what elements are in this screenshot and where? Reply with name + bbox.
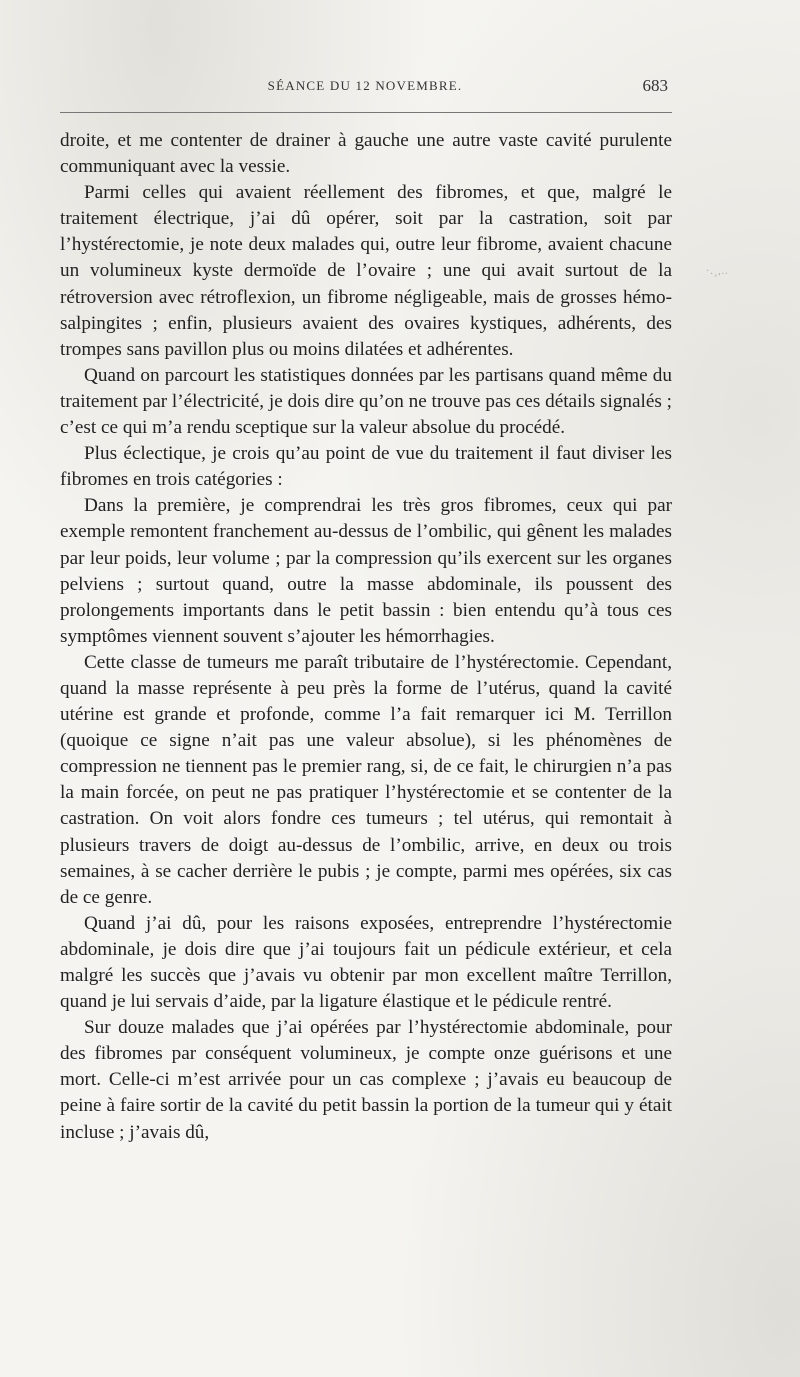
paragraph: Plus éclectique, je crois qu’au point de vue du traitement il faut diviser les fibromes en trois catégories : xyxy=(60,443,672,491)
paragraph: droite, et me contenter de drainer à gauche une autre vaste cavité purulente communiquant avec la vessie. xyxy=(60,130,672,178)
body-text xyxy=(60,128,672,1146)
margin-annotation: ·.¸,.. xyxy=(706,266,729,277)
paragraph: Cette classe de tumeurs me paraît tributaire de l’hystérectomie. Cependant, quand la masse représente à peu près la forme de l’utérus, quand la cavité utérine est grande et profonde, comme l’a fait remarquer ici M. Terrillon (quoique ce signe n’ait pas une valeur absolue), si les phénomènes de compression ne tiennent pas le premier rang, si, de ce fait, le chirurgien n’a pas la main forcée, on peut ne pas pratiquer l’hystérectomie et se contenter de la castration. On voit alors fondre ces tumeurs ; tel utérus, qui remontait à plusieurs travers de doigt au-dessus de l’ombilic, arrive, en deux ou trois semaines, à se cacher derrière le pubis ; je compte, parmi mes opérées, six cas de ce genre. xyxy=(60,651,672,908)
paragraph: Parmi celles qui avaient réellement des fibromes, et que, malgré le traitement électrique, j’ai dû opérer, soit par la castration, soit par l’hystérectomie, je note deux malades qui, outre leur fibrome, avaient chacune un volumineux kyste dermoïde de l’ovaire ; une qui avait surtout de la rétroversion avec rétroflexion, un fibrome négligeable, mais de grosses hémo-salpingites ; enfin, plusieurs avaient des ovaires kystiques, adhérents, des trompes sans pavillon plus ou moins dilatées et adhérentes. xyxy=(60,182,672,360)
running-head xyxy=(60,78,670,102)
paragraph: Sur douze malades que j’ai opérées par l’hystérectomie abdominale, pour des fibromes par conséquent volumineux, je compte onze guérisons et une mort. Celle-ci m’est arrivée pour un cas complexe ; j’avais eu beaucoup de peine à faire sortir de la cavité du petit bassin la portion de la tumeur qui y était incluse ; j’avais dû, xyxy=(60,1017,672,1143)
paragraph: Quand j’ai dû, pour les raisons exposées, entreprendre l’hystérectomie abdominale, je dois dire que j’ai toujours fait un pédicule extérieur, et cela malgré les succès que j’avais vu obtenir par mon excellent maître Terrillon, quand je lui servais d’aide, par la ligature élastique et le pédicule rentré. xyxy=(60,912,672,1013)
header-rule xyxy=(60,112,672,113)
page-number: 683 xyxy=(642,76,668,95)
paragraph: Quand on parcourt les statistiques données par les partisans quand même du traitement par l’électricité, je dois dire qu’on ne trouve pas ces détails signalés ; c’est ce qui m’a rendu sceptique sur la valeur absolue du procédé. xyxy=(60,364,672,439)
paragraph: Dans la première, je comprendrai les très gros fibromes, ceux qui par exemple remontent franchement au-dessus de l’ombilic, qui gênent les malades par leur poids, leur volume ; par la compression qu’ils exercent sur les organes pelviens ; surtout quand, outre la masse abdominale, ils poussent des prolongements importants dans le petit bassin : bien entendu qu’à tous ces symptômes viennent souvent s’ajouter les hémorrhagies. xyxy=(60,495,672,647)
running-title: SÉANCE DU 12 NOVEMBRE. xyxy=(267,78,463,93)
